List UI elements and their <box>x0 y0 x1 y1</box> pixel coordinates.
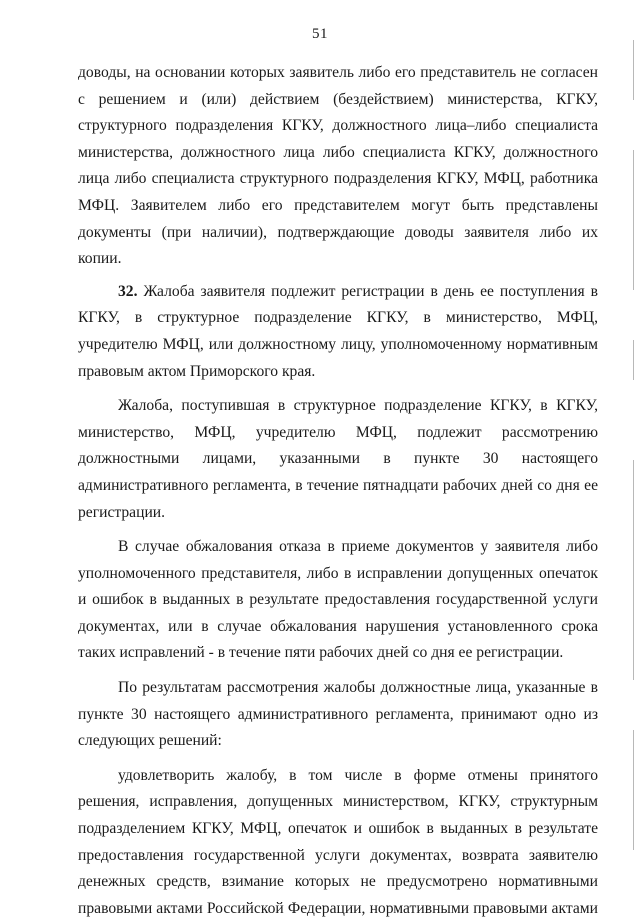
paragraph-refusal-appeal: В случае обжалования отказа в приеме документов у заявителя либо уполномоченного представителя, либо в исправлении допущенных опечаток и ошибок в выданных в результате предоставления государственной услуги документах, или в случае обжалования нарушения установленного срока таких исправлений - в течение пяти рабочих дней со дня ее регистрации. <box>78 538 598 662</box>
paragraph-decisions: По результатам рассмотрения жалобы должностные лица, указанные в пункте 30 настоящего административного регламента, принимают одно из следующих решений: <box>78 679 598 750</box>
document-body <box>78 60 598 922</box>
paragraph-clause-32 <box>78 279 598 385</box>
scan-edge-marks <box>633 40 636 880</box>
clause-number: 32. <box>118 282 138 300</box>
page-number: 51 <box>312 26 328 42</box>
paragraph-continuation: доводы, на основании которых заявитель либо его представитель не согласен с решением и (или) действием (бездействием) министерства, КГКУ, структурного подразделения КГКУ, должностного лица–либо специалиста министерства, должностного лица либо специалиста КГКУ, должностного лица либо специалиста структурного подразделения КГКУ, МФЦ, работника МФЦ. Заявителем либо его представителем могут быть представлены документы (при наличии), подтверждающие доводы заявителя либо их копии. <box>78 64 598 268</box>
paragraph-complaint-review: Жалоба, поступившая в структурное подразделение КГКУ, в КГКУ, министерство, МФЦ, учредителю МФЦ, подлежит рассмотрению должностными лицами, указанными в пункте 30 настоящего административного регламента, в течение пятнадцати рабочих дней со дня ее регистрации. <box>78 397 598 521</box>
paragraph-satisfy-complaint: удовлетворить жалобу, в том числе в форме отмены принятого решения, исправления, допущенных министерством, КГКУ, структурным подразделением КГКУ, МФЦ, опечаток и ошибок в выданных в результате предоставления государственной услуги документах, возврата заявителю денежных средств, взимание которых не предусмотрено нормативными правовыми актами Российской Федерации, нормативными правовыми актами <box>78 766 598 917</box>
clause-text: Жалоба заявителя подлежит регистрации в день ее поступления в КГКУ, в структурное подразделение КГКУ, в министерство, МФЦ, учредителю МФЦ, или должностному лицу, уполномоченному нормативным правовым актом Приморского края. <box>78 282 598 380</box>
